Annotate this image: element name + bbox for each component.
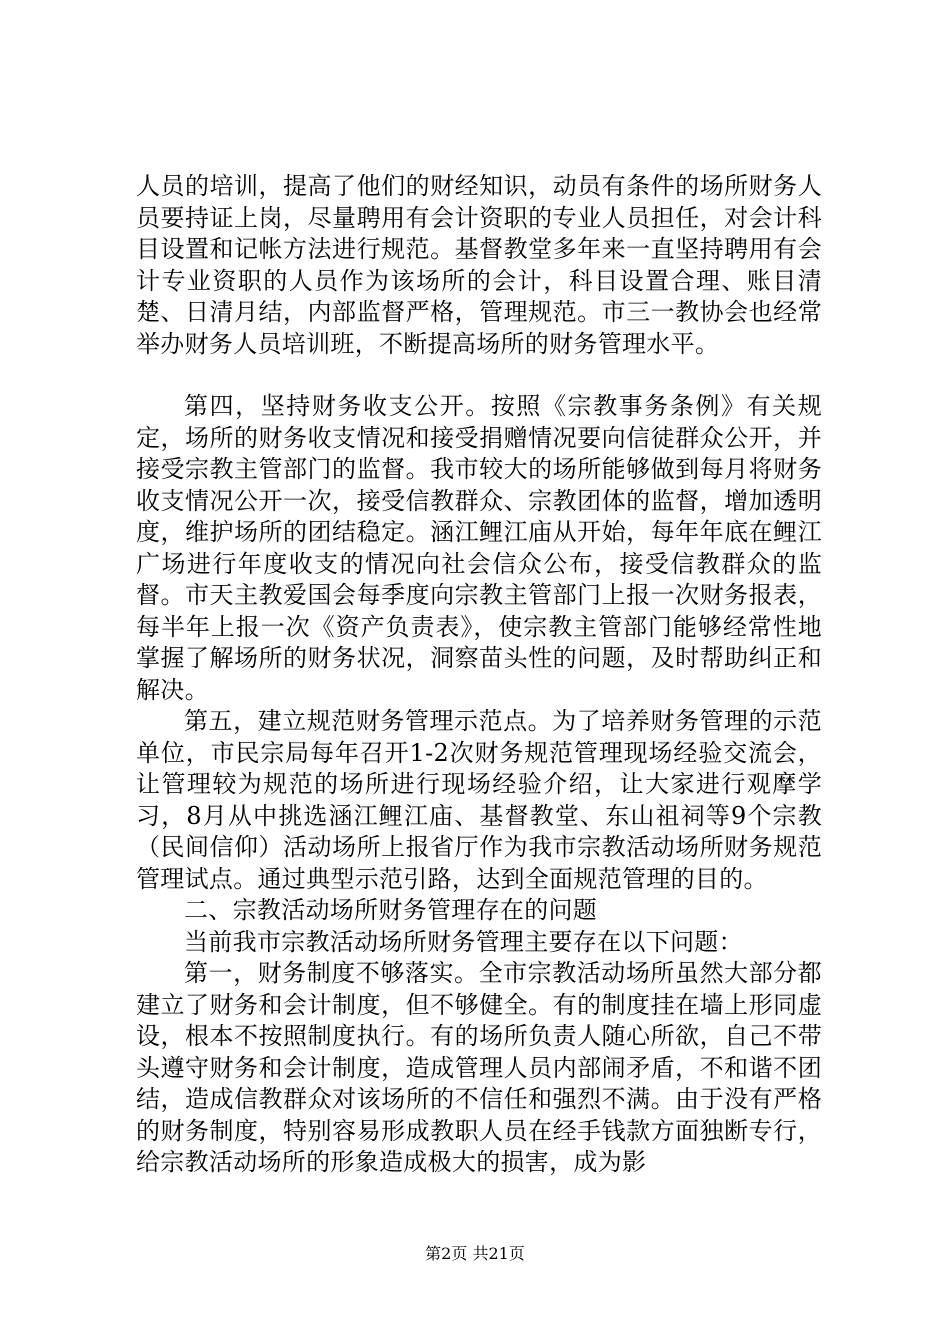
section-heading: 二、宗教活动场所财务管理存在的问题 bbox=[184, 896, 598, 924]
paragraph-first: 第一，财务制度不够落实。全市宗教活动场所虽然大部分都建立了财务和会计制度，但不够健全。有的制度挂在墙上形同虚设，根本不按照制度执行。有的场所负责人随心所欲，自己不带头遵守财务和会计制度，造成管理人员内部闹矛盾，不和谐不团结，造成信教群众对该场所的不信任和强烈不满。由于没有严格的财务制度，特别容易形成教职人员在经手钱款方面独断专行，给宗教活动场所的形象造成极大的损害，成为影 bbox=[136, 959, 822, 1176]
paragraph-fifth: 第五，建立规范财务管理示范点。为了培养财务管理的示范单位，市民宗局每年召开1-2次财务规范管理现场经验交流会，让管理较为规范的场所进行现场经验介绍，让大家进行观摩学习，8月从中挑选涵江鲤江庙、基督教堂、东山祖祠等9个宗教（民间信仰）活动场所上报省厅作为我市宗教活动场所财务规范管理试点。通过典型示范引路，达到全面规范管理的目的。 bbox=[136, 707, 822, 893]
document-body bbox=[136, 171, 822, 1179]
paragraph-intro: 当前我市宗教活动场所财务管理主要存在以下问题： bbox=[184, 927, 743, 956]
paragraph-fourth: 第四，坚持财务收支公开。按照《宗教事务条例》有关规定，场所的财务收支情况和接受捐赠情况要向信徒群众公开，并接受宗教主管部门的监督。我市较大的场所能够做到每月将财务收支情况公开一次，接受信教群众、宗教团体的监督，增加透明度，维护场所的团结稳定。涵江鲤江庙从开始，每年年底在鲤江广场进行年度收支的情况向社会信众公布，接受信教群众的监督。市天主教爱国会每季度向宗教主管部门上报一次财务报表，每半年上报一次《资产负责表》，使宗教主管部门能够经常性地掌握了解场所的财务状况，洞察苗头性的问题，及时帮助纠正和解决。 bbox=[136, 392, 822, 704]
paragraph-training: 人员的培训，提高了他们的财经知识，动员有条件的场所财务人员要持证上岗，尽量聘用有会计资职的专业人员担任，对会计科目设置和记帐方法进行规范。基督教堂多年来一直坚持聘用有会计专业资职的人员作为该场所的会计，科目设置合理、账目清楚、日清月结，内部监督严格，管理规范。市三一教协会也经常举办财务人员培训班，不断提高场所的财务管理水平。 bbox=[136, 172, 822, 358]
page-footer: 第2页 共21页 bbox=[425, 1244, 525, 1263]
